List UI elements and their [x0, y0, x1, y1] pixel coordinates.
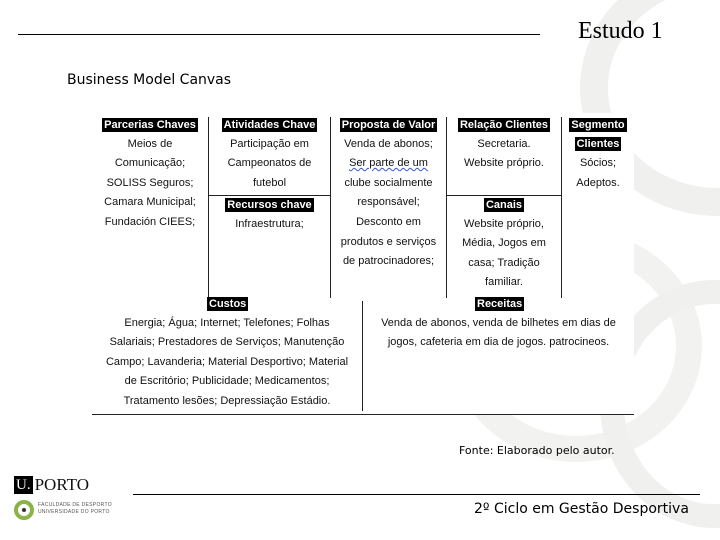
segmento-clientes-block — [562, 115, 634, 193]
custos-line: Campo; Lavanderia; Material Desportivo; Material — [105, 355, 349, 368]
relacao-line: Website próprio. — [464, 157, 544, 170]
proposta-line: Venda de abonos; — [344, 137, 433, 150]
university-logo — [14, 474, 124, 524]
custos-line: Tratamento lesões; Depressiação Estádio. — [123, 394, 331, 407]
recursos-chave-block — [209, 195, 330, 234]
receitas-line: jogos, cafeteria em dia de jogos. patrocineos. — [387, 336, 610, 349]
parcerias-chaves-block — [92, 115, 208, 233]
atividades-chave-block — [209, 115, 330, 193]
proposta-line: Desconto em — [356, 215, 421, 228]
logo-line2: UNIVERSIDADE DO PORTO — [38, 509, 110, 515]
logo-u: U. — [16, 477, 31, 493]
logo-faculty-text — [38, 502, 112, 516]
recursos-line: Infraestrutura; — [235, 217, 304, 230]
proposta-line: de patrocinadores; — [342, 255, 435, 268]
receitas-header: Receitas — [477, 297, 523, 310]
atividades-line: Campeonatos de — [227, 157, 312, 170]
slide-subtitle: Business Model Canvas — [67, 72, 232, 88]
parcerias-line: Fundación CIEES; — [104, 215, 196, 228]
custos-line: Salariais; Prestadores de Serviços; Manutenção — [109, 336, 345, 349]
proposta-valor-block — [331, 115, 446, 272]
footer-text: 2º Ciclo em Gestão Desportiva — [474, 501, 689, 517]
canais-line: Média, Jogos em — [462, 237, 546, 250]
bottom-divider — [133, 494, 700, 495]
canais-line: casa; Tradição — [468, 256, 540, 269]
canais-block — [447, 195, 561, 293]
receitas-block — [363, 294, 634, 353]
recursos-header: Recursos chave — [227, 198, 312, 211]
atividades-header: Atividades Chave — [223, 118, 316, 131]
segmento-line: Sócios; — [579, 157, 617, 170]
clientes-header: Clientes — [576, 138, 620, 151]
source-note: Fonte: Elaborado pelo autor. — [459, 444, 615, 457]
canais-line: Website próprio, — [464, 217, 544, 230]
top-divider — [18, 34, 540, 35]
parcerias-line: Comunicação; — [114, 157, 186, 170]
proposta-header: Proposta de Valor — [341, 118, 436, 131]
proposta-line: Ser parte de um — [349, 157, 428, 170]
logo-wordmark — [14, 476, 89, 494]
canais-header: Canais — [485, 198, 523, 211]
canais-line: familiar. — [485, 276, 523, 289]
proposta-line: clube socialmente — [344, 176, 433, 189]
business-model-canvas — [92, 113, 634, 415]
parcerias-header: Parcerias Chaves — [104, 118, 196, 131]
slide-title: Estudo 1 — [578, 18, 663, 44]
proposta-line: responsável; — [357, 196, 420, 209]
grid-line — [92, 414, 634, 415]
receitas-line: Venda de abonos, venda de bilhetes em dias de — [381, 316, 616, 329]
atividades-line: Participação em — [230, 137, 309, 150]
proposta-line: produtos e serviços — [340, 235, 437, 248]
relacao-line: Secretaria. — [477, 137, 531, 150]
custos-line: de Escritório; Publicidade; Medicamentos; — [124, 375, 330, 388]
parcerias-line: Camara Municipal; — [104, 196, 196, 209]
segmento-line: Adeptos. — [576, 176, 620, 189]
segmento-header: Segmento — [571, 118, 625, 131]
relacao-clientes-block — [447, 115, 561, 174]
parcerias-line: SOLISS Seguros; — [106, 176, 194, 189]
parcerias-line: Meios de — [127, 137, 173, 150]
logo-ring-icon — [14, 500, 34, 520]
logo-porto: PORTO — [34, 475, 89, 494]
custos-block — [92, 294, 362, 412]
atividades-line: futebol — [252, 176, 287, 189]
custos-header: Custos — [209, 297, 247, 310]
custos-line: Energia; Água; Internet; Telefones; Folhas — [124, 316, 330, 329]
relacao-header: Relação Clientes — [459, 118, 549, 131]
logo-line1: FACULDADE DE DESPORTO — [38, 502, 112, 508]
